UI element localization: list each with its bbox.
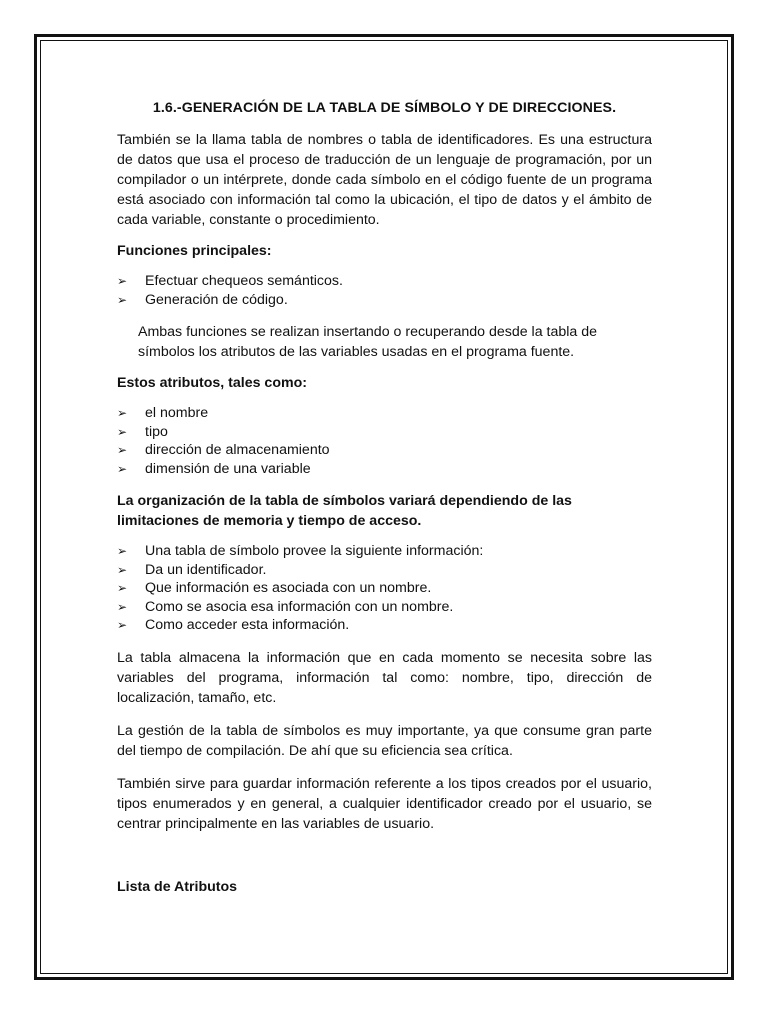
- document-body: [117, 98, 652, 897]
- arrowhead-bullet-icon: ➢: [117, 274, 128, 288]
- arrowhead-bullet-icon: ➢: [117, 424, 128, 439]
- list-item: ➢ el nombre: [117, 405, 209, 421]
- arrowhead-bullet-icon: ➢: [117, 562, 128, 577]
- organizacion-heading: La organización de la tabla de símbolos variará dependiendo de las limitaciones de memoria y tiempo de acceso.: [117, 493, 572, 529]
- info-list: [117, 542, 652, 635]
- list-item: ➢ Una tabla de símbolo provee la siguiente información:: [117, 543, 484, 559]
- list-item: ➢ Como acceder esta información.: [117, 617, 350, 633]
- atributos-list: [117, 404, 652, 478]
- tambien-paragraph: También sirve para guardar información referente a los tipos creados por el usuario, tipos enumerados y en general, a cualquier identificador creado por el usuario, se centrar principalmente en las variables de usuario.: [117, 775, 652, 832]
- arrowhead-bullet-icon: ➢: [117, 292, 128, 307]
- arrowhead-bullet-icon: ➢: [117, 406, 128, 420]
- list-item: ➢ Efectuar chequeos semánticos.: [117, 273, 343, 289]
- lista-atributos-heading: Lista de Atributos: [117, 878, 238, 895]
- almacena-paragraph: La tabla almacena la información que en cada momento se necesita sobre las variables del programa, información tal como: nombre, tipo, dirección de localización, tamaño, etc.: [117, 649, 652, 706]
- funciones-heading: Funciones principales:: [117, 243, 272, 259]
- gestion-paragraph: La gestión de la tabla de símbolos es muy importante, ya que consume gran parte del tiempo de compilación. De ahí que su eficiencia sea crítica.: [117, 722, 652, 759]
- document-title: 1.6.-GENERACIÓN DE LA TABLA DE SÍMBOLO Y DE DIRECCIONES.: [152, 100, 617, 116]
- arrowhead-bullet-icon: ➢: [117, 599, 128, 614]
- list-item: ➢ Generación de código.: [117, 291, 288, 308]
- arrowhead-bullet-icon: ➢: [117, 461, 128, 476]
- list-item: ➢ Que información es asociada con un nombre.: [117, 580, 432, 596]
- arrowhead-bullet-icon: ➢: [117, 544, 128, 558]
- funciones-list: [117, 272, 652, 309]
- arrowhead-bullet-icon: ➢: [117, 443, 128, 457]
- list-item: ➢ dimensión de una variable: [117, 460, 311, 477]
- funciones-note: Ambas funciones se realizan insertando o recuperando desde la tabla de símbolos los atributos de las variables usadas en el programa fuente.: [138, 324, 598, 360]
- intro-paragraph: También se la llama tabla de nombres o tabla de identificadores. Es una estructura de datos que usa el proceso de traducción de un lenguaje de programación, por un compilador o un intérprete, donde cada símbolo en el código fuente de un programa está asociado con información tal como la ubicación, el tipo de datos y el ámbito de cada variable, constante o procedimiento.: [117, 132, 652, 228]
- list-item: ➢ tipo: [117, 423, 168, 440]
- arrowhead-bullet-icon: ➢: [117, 618, 128, 632]
- arrowhead-bullet-icon: ➢: [117, 581, 128, 595]
- list-item: ➢ Da un identificador.: [117, 561, 267, 578]
- list-item: ➢ dirección de almacenamiento: [117, 442, 330, 458]
- atributos-heading: Estos atributos, tales como:: [117, 375, 307, 391]
- list-item: ➢ Como se asocia esa información con un nombre.: [117, 598, 454, 615]
